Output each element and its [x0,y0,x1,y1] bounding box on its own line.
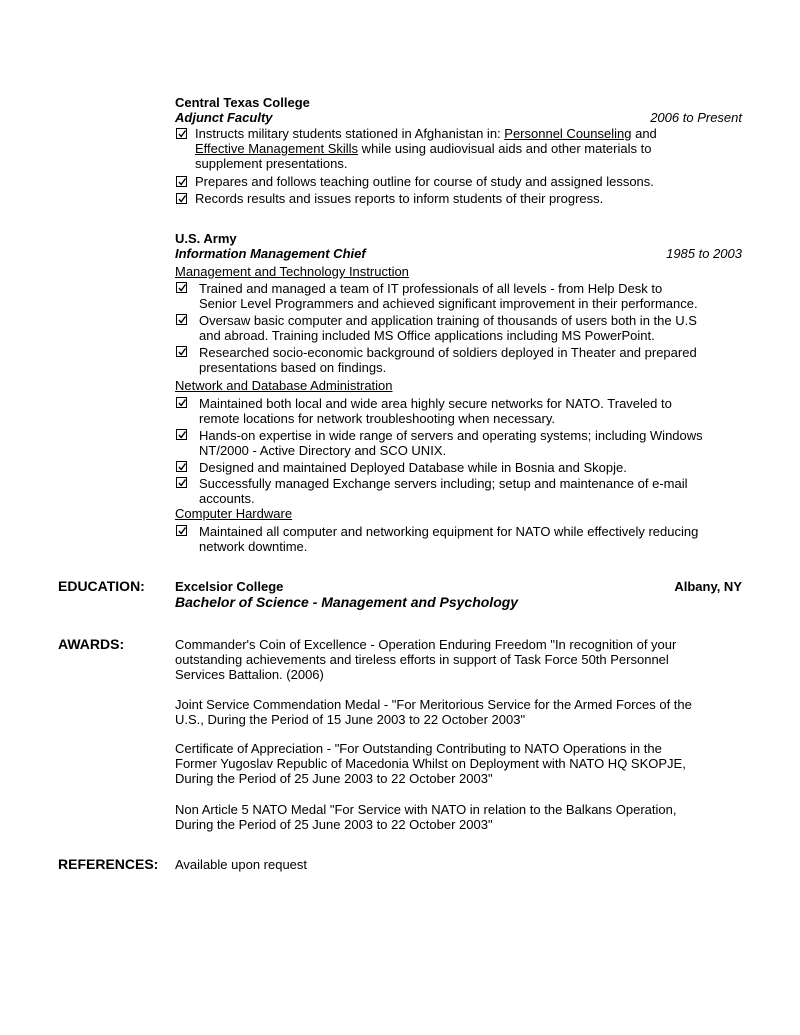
army-bullet: Trained and managed a team of IT professionals of all levels - from Help Desk to [199,281,663,296]
ctc-b1-text: while using audiovisual aids and other materials to [358,141,652,156]
education-school: Excelsior College [175,579,284,594]
checkbox-icon [176,429,187,440]
army-title: Information Management Chief [175,246,366,261]
army-bullet-cont: and abroad. Training included MS Office applications including MS PowerPoint. [199,328,655,343]
army-org: U.S. Army [175,231,237,246]
ctc-dates: 2006 to Present [650,110,742,125]
award-line: During the Period of 25 June 2003 to 22 October 2003" [175,771,493,786]
ctc-b1-text: and [631,126,657,141]
army-dates: 1985 to 2003 [666,246,742,261]
awards-heading: AWARDS: [58,636,125,652]
education-degree: Bachelor of Science - Management and Psychology [175,594,519,610]
ctc-bullet-3: Records results and issues reports to inform students of their progress. [195,191,604,206]
references-heading: REFERENCES: [58,856,159,872]
checkbox-icon [176,314,187,325]
army-bullet: Maintained both local and wide area highly secure networks for NATO. Traveled to [199,396,672,411]
army-bullet-cont: accounts. [199,491,255,506]
checkbox-icon [176,128,187,139]
army-bullet-cont: NT/2000 - Active Directory and SCO UNIX. [199,443,447,458]
award-line: Joint Service Commendation Medal - "For Meritorious Service for the Armed Forces of the [175,697,692,712]
ctc-bullet-1-line3: supplement presentations. [195,156,348,171]
army-bullet: Successfully managed Exchange servers including; setup and maintenance of e-mail [199,476,688,491]
education-heading: EDUCATION: [58,578,145,594]
army-bullet: Hands-on expertise in wide range of servers and operating systems; including Windows [199,428,703,443]
ctc-bullet-1-line2 [195,141,651,156]
army-bullet: Designed and maintained Deployed Database while in Bosnia and Skopje. [199,460,627,475]
checkbox-icon [176,176,187,187]
award-line: outstanding achievements and tireless efforts in support of Task Force 50th Personnel [175,652,669,667]
ctc-bullet-2: Prepares and follows teaching outline for course of study and assigned lessons. [195,174,654,189]
checkbox-icon [176,282,187,293]
award-line: During the Period of 25 June 2003 to 22 October 2003" [175,817,493,832]
army-bullet: Researched socio-economic background of soldiers deployed in Theater and prepared [199,345,697,360]
subsection-heading: Network and Database Administration [175,378,393,393]
education-location: Albany, NY [674,579,742,594]
ctc-org: Central Texas College [175,95,310,110]
references-text: Available upon request [175,857,308,872]
award-line: Certificate of Appreciation - "For Outstanding Contributing to NATO Operations in the [175,741,662,756]
checkbox-icon [176,397,187,408]
award-line: Former Yugoslav Republic of Macedonia Whilst on Deployment with NATO HQ SKOPJE, [175,756,686,771]
award-line: U.S., During the Period of 15 June 2003 to 22 October 2003" [175,712,526,727]
ctc-b1-text: Instructs military students stationed in Afghanistan in: [195,126,505,141]
checkbox-icon [176,477,187,488]
award-line: Services Battalion. (2006) [175,667,324,682]
checkbox-icon [176,193,187,204]
subsection-heading: Management and Technology Instruction [175,264,409,279]
checkbox-icon [176,461,187,472]
subsection-heading: Computer Hardware [175,506,293,521]
checkbox-icon [176,346,187,357]
army-bullet-cont: remote locations for network troubleshooting when necessary. [199,411,556,426]
personnel-counseling-link: Personnel Counseling [504,126,632,141]
checkbox-icon [176,525,187,536]
effective-management-link: Effective Management Skills [195,141,359,156]
army-bullet-cont: Senior Level Programmers and achieved significant improvement in their performance. [199,296,698,311]
army-bullet: Maintained all computer and networking equipment for NATO while effectively reducing [199,524,699,539]
award-line: Commander's Coin of Excellence - Operation Enduring Freedom "In recognition of your [175,637,677,652]
award-line: Non Article 5 NATO Medal "For Service with NATO in relation to the Balkans Operation, [175,802,677,817]
ctc-bullet-1 [195,126,657,141]
army-bullet-cont: network downtime. [199,539,308,554]
army-bullet: Oversaw basic computer and application training of thousands of users both in the U.S [199,313,697,328]
ctc-title: Adjunct Faculty [175,110,273,125]
army-bullet-cont: presentations based on findings. [199,360,387,375]
